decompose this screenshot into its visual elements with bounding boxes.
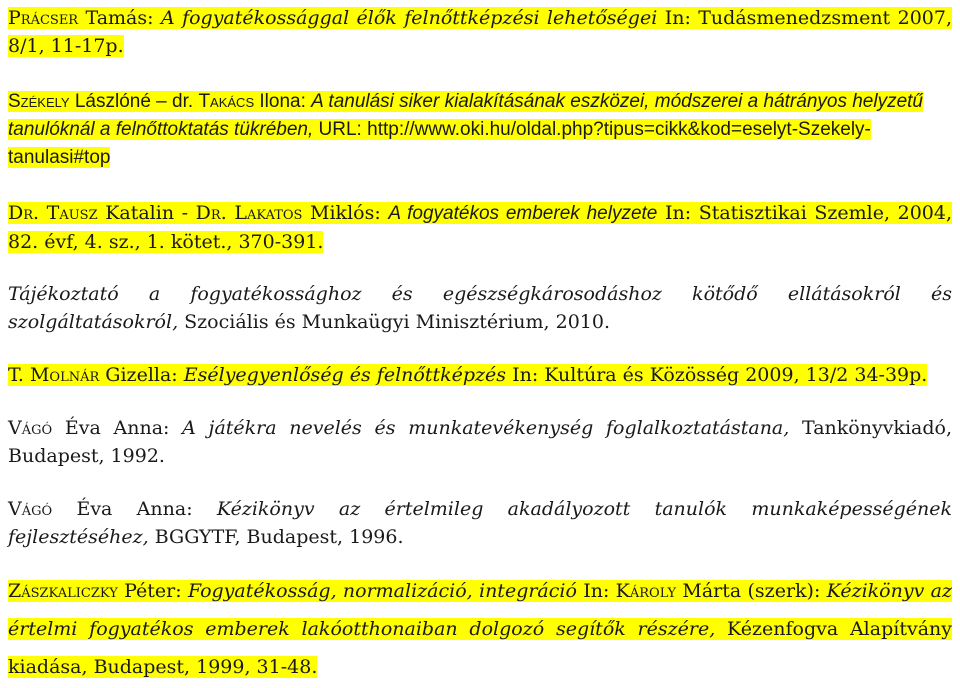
work-title: Esélyegyenlőség és felnőttképzés <box>183 364 507 386</box>
publication-in: In: <box>576 580 616 602</box>
reference-szekely-takacs <box>8 88 952 172</box>
publication-details: BGGYTF, Budapest, 1996. <box>148 526 404 548</box>
work-title: A játékra nevelés és munkatevékenység foglalkoztatástana, <box>182 417 790 439</box>
author-surname: Vágó <box>8 498 53 520</box>
publication-details: In: Kultúra és Közösség 2009, 13/2 34-39p. <box>506 364 928 386</box>
reference-vago-1992 <box>8 414 952 470</box>
author-surname: T. Molnár <box>8 364 100 386</box>
author-given-name: Miklós: <box>302 202 389 224</box>
reference-tausz-lakatos <box>8 199 952 256</box>
reference-vago-1996 <box>8 495 952 551</box>
author-surname: Prácser <box>8 7 79 29</box>
author-surname: Dr. Tausz <box>8 202 98 224</box>
publication-details: Tankönyvkiadó, Budapest, 1992. <box>8 417 952 467</box>
reference-url-link[interactable]: http://www.oki.hu/oldal.php?tipus=cikk&kod=eselyt-Szekely-tanulasi#top <box>8 119 871 168</box>
work-title: A tanulási siker kialakításának eszközei, módszerei a hátrányos helyzetű tanulóknál a felnőttoktatás tükrében, <box>8 91 923 140</box>
book-title: Kézikönyv az értelmi fogyatékos emberek lakóotthonaiban dolgozó segítők részére, <box>8 580 952 640</box>
publication-details: In: Statisztikai Szemle, 2004, 82. évf, 4. sz., 1. kötet., 370-391. <box>8 202 952 253</box>
author-given-name: Gizella: <box>99 364 184 386</box>
author-surname: Takács <box>198 91 255 112</box>
author-surname: Vágó <box>8 417 53 439</box>
reference-molnar <box>8 361 952 389</box>
editor-surname: Károly <box>615 580 677 602</box>
work-title: A fogyatékos emberek helyzete <box>388 203 658 224</box>
author-surname: Zászkaliczky <box>8 580 118 602</box>
author-surname: Dr. Lakatos <box>195 202 303 224</box>
work-title: Tájékoztató a fogyatékossághoz és egészségkárosodáshoz kötődő ellátásokról és szolgáltatásokról, <box>8 283 952 333</box>
work-title: Fogyatékosság, normalizáció, integráció <box>187 580 577 602</box>
author-given-name: Tamás: <box>78 7 161 29</box>
reference-pracser <box>8 4 952 60</box>
publication-details: Szociális és Munkaügyi Minisztérium, 2010. <box>178 311 611 333</box>
publication-details: In: Tudásmenedzsment 2007, 8/1, 11-17p. <box>8 7 952 57</box>
author-given-name: Lászlóné – dr. <box>69 91 199 112</box>
author-surname: Székely <box>8 91 70 112</box>
publication-details: Kézenfogva Alapítvány kiadása, Budapest, 1999, 31-48. <box>8 618 952 678</box>
author-given-name: Éva Anna: <box>52 417 183 439</box>
editor-given-name: Márta (szerk): <box>676 580 827 602</box>
author-given-name: Péter: <box>117 580 188 602</box>
work-title: Kézikönyv az értelmileg akadályozott tanulók munkaképességének fejlesztéséhez, <box>8 498 952 548</box>
work-title: A fogyatékossággal élők felnőttképzési lehetőségei <box>160 7 658 29</box>
url-label: URL: <box>313 119 368 140</box>
author-given-name: Éva Anna: <box>52 498 217 520</box>
reference-zaszkaliczky <box>8 572 952 686</box>
author-given-name: Katalin - <box>97 202 196 224</box>
author-given-name: Ilona: <box>254 91 312 112</box>
reference-tajekoztato <box>8 280 952 336</box>
